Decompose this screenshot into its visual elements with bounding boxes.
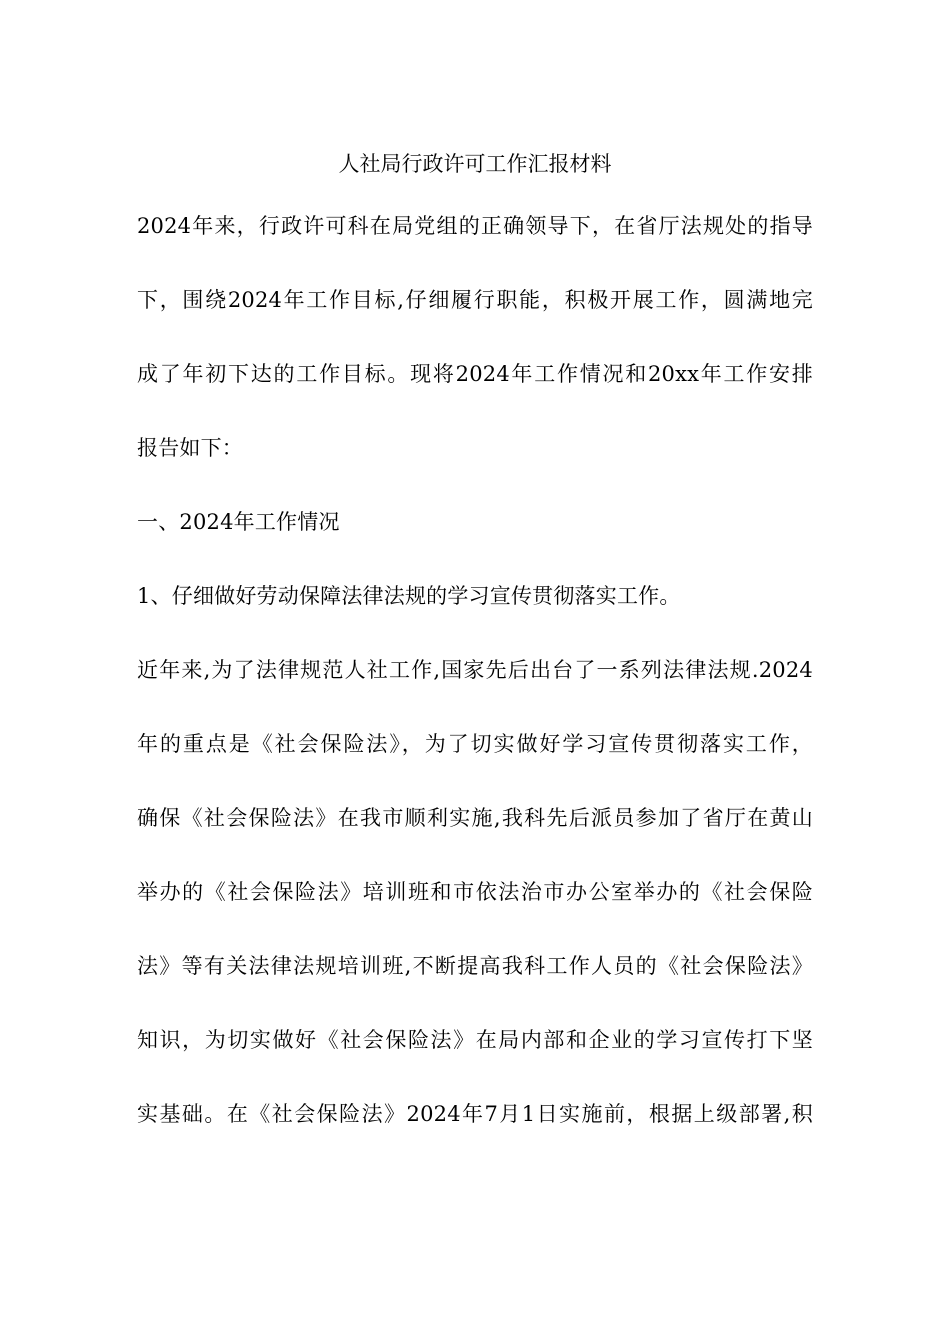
paragraph-line: 近年来,为了法律规范人社工作,国家先后出台了一系列法律法规.2024 (137, 658, 813, 682)
paragraph-line: 实基础。在《社会保险法》2024年7月1日实施前，根据上级部署,积 (137, 1102, 813, 1126)
paragraph-line: 举办的《社会保险法》培训班和市依法治市办公室举办的《社会保险 (137, 880, 813, 904)
paragraph-line: 下，围绕2024年工作目标,仔细履行职能，积极开展工作，圆满地完 (137, 288, 813, 312)
paragraph-line: 年的重点是《社会保险法》，为了切实做好学习宣传贯彻落实工作， (137, 732, 813, 756)
paragraph-line: 报告如下： (137, 436, 243, 460)
paragraph-line: 法》等有关法律法规培训班,不断提高我科工作人员的《社会保险法》 (137, 954, 813, 978)
paragraph-line: 确保《社会保险法》在我市顺利实施,我科先后派员参加了省厅在黄山 (137, 806, 813, 830)
subsection-heading: 1、仔细做好劳动保障法律法规的学习宣传贯彻落实工作。 (137, 584, 681, 608)
paragraph-line: 2024年来，行政许可科在局党组的正确领导下，在省厅法规处的指导 (137, 214, 813, 238)
paragraph-line: 成了年初下达的工作目标。现将2024年工作情况和20xx年工作安排 (137, 362, 813, 386)
paragraph-line: 知识，为切实做好《社会保险法》在局内部和企业的学习宣传打下坚 (137, 1028, 813, 1052)
document-title: 人社局行政许可工作汇报材料 (338, 152, 612, 176)
section-heading: 一、2024年工作情况 (137, 510, 340, 534)
